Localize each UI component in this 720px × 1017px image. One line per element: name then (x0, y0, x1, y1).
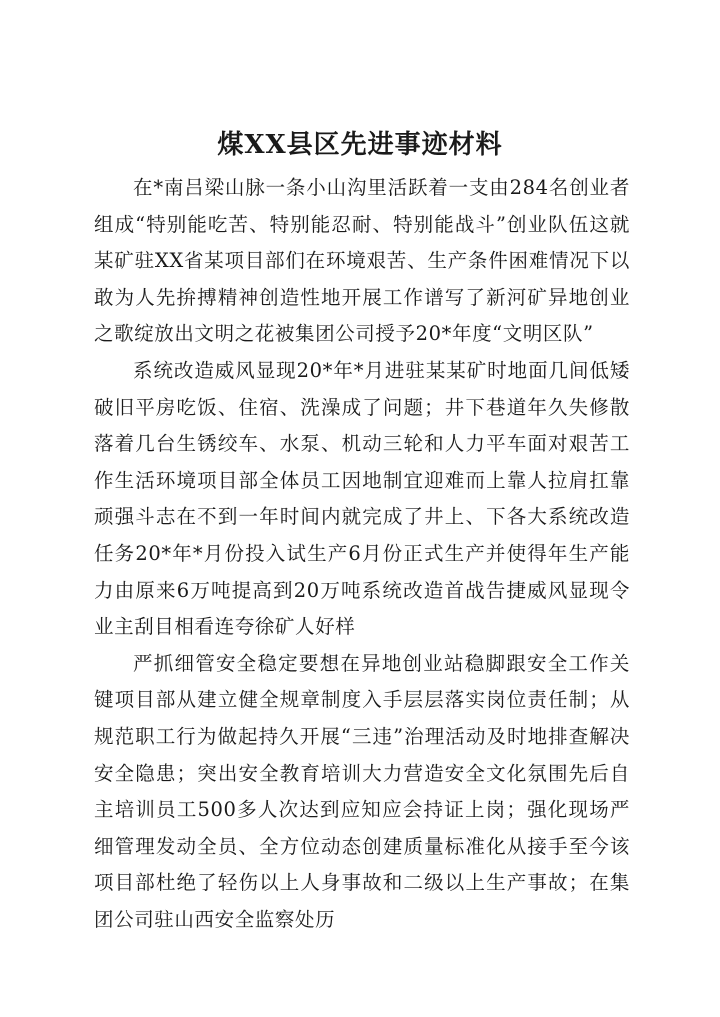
paragraph-system-reform: 系统改造威风显现20*年*月进驻某某矿时地面几间低矮破旧平房吃饭、住宿、洗澡成了问题；井下巷道年久失修散落着几台生锈绞车、水泵、机动三轮和人力平车面对艰苦工作生活环境项目部全体员工因地制宜迎难而上靠人拉肩扛靠顽强斗志在不到一年时间内就完成了井上、下各大系统改造任务20*年*月份投入试生产6月份正式生产并使得年生产能力由原来6万吨提高到20万吨系统改造首战告捷威风显现令业主刮目相看连夸徐矿人好样 (94, 358, 630, 639)
paragraph-intro: 在*南吕梁山脉一条小山沟里活跃着一支由284名创业者组成“特别能吃苦、特别能忍耐、特别能战斗”创业队伍这就某矿驻XX省某项目部们在环境艰苦、生产条件困难情况下以敢为人先拚搏精神创造性地开展工作谱写了新河矿异地创业之歌绽放出文明之花被集团公司授予20*年度“文明区队” (94, 176, 630, 346)
document-body (94, 170, 630, 938)
document-title: 煤XX县区先进事迹材料 (217, 130, 503, 160)
paragraph-safety-management: 严抓细管安全稳定要想在异地创业站稳脚跟安全工作关键项目部从建立健全规章制度入手层层落实岗位责任制；从规范职工行为做起持久开展“三违”治理活动及时地排查解决安全隐患；突出安全教育培训大力营造安全文化氛围先后自主培训员工500多人次达到应知应会持证上岗；强化现场严细管理发动全员、全方位动态创建质量标准化从接手至今该项目部杜绝了轻伤以上人身事故和二级以上生产事故；在集团公司驻山西安全监察处历 (94, 651, 630, 931)
